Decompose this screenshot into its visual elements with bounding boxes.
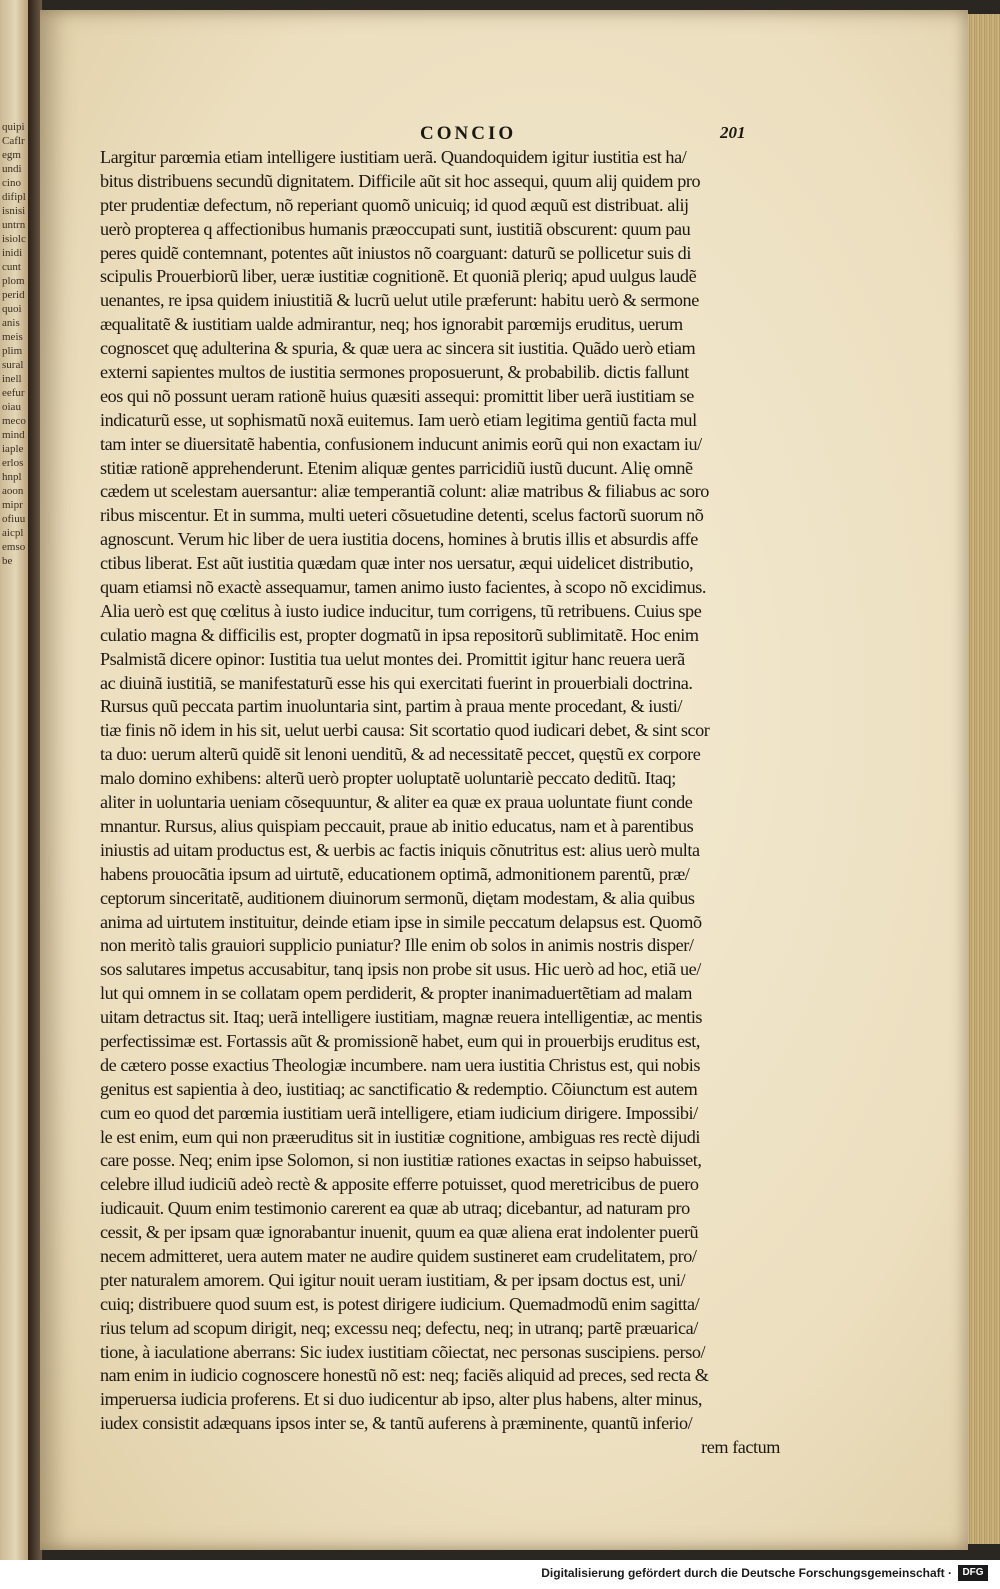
text-line: quam etiamsi nõ exactè assequamur, tamen animo iusto facientes, à scopo nõ excidimus. xyxy=(100,577,706,598)
text-line: perfectissimæ est. Fortassis aũt & promissionẽ habet, eum qui in prouerbijs eruditus est, xyxy=(100,1030,700,1051)
text-line: pter naturalem amorem. Qui igitur nouit ueram iustitiam, & per ipsam doctus est, uni/ xyxy=(100,1269,686,1290)
text-line: uitam detractus sit. Itaq; uerã intelligere iustitiam, magnæ reuera intelligentiæ, ac mentis xyxy=(100,1007,703,1028)
text-line: iudex consistit adæquans ipsos inter se, & tantũ auferens à præminente, quantũ inferio/ xyxy=(100,1413,693,1434)
text-line: ctibus liberat. Est aũt iustitia quædam quæ inter nos uersatur, æqui uidelicet distributio, xyxy=(100,553,694,574)
text-line: lut qui omnem in se collatam opem perdiderit, & propter inanimaduertẽtiam ad malam xyxy=(100,983,692,1004)
running-head xyxy=(40,123,968,145)
text-line: necem admitteret, uera autem mater ne audire quidem sustineret eam crudelitatem, pro/ xyxy=(100,1245,697,1266)
text-line: bitus distribuens secundũ dignitatem. Difficile aũt sit hoc assequi, quum alij quidem pro xyxy=(100,170,701,191)
text-line: malo domino exhibens: alterũ uerò propter uoluptatẽ uoluntariè peccato deditũ. Itaq; xyxy=(100,768,676,789)
text-line: Rursus quũ peccata partim inuoluntaria sint, partim à praua mente procedant, & iusti/ xyxy=(100,696,682,717)
text-line: imperuersa iudicia proferens. Et si duo iudicentur ab ipso, alter plus habens, alter minus, xyxy=(100,1389,703,1410)
running-head-title: CONCIO xyxy=(420,123,517,144)
text-line: anima ad uirtutem instituitur, deinde etiam ipse in simile peccatum delapsus est. Quomõ xyxy=(100,911,702,932)
text-line: iudicauit. Quum enim testimonio carerent ea quæ ab utraq; dicebantur, ad naturam pro xyxy=(100,1198,690,1219)
text-line: Largitur parœmia etiam intelligere iustitiam uerã. Quandoquidem igitur iustitia est ha/ xyxy=(100,147,687,167)
text-line: tiæ finis nõ idem in his sit, uelut uerbi causa: Sit scortatio quod iudicari debet, & sint scor xyxy=(100,720,710,741)
book-page xyxy=(40,10,968,1550)
text-line: ac diuinã iustitiã, se manifestaturũ esse his qui exercitati fuerint in prouerbiali doctrina. xyxy=(100,672,693,693)
text-line: cum eo quod det parœmia iustitiam uerã intelligere, etiam iudicium dirigere. Impossibi/ xyxy=(100,1102,698,1123)
dfg-logo: DFG xyxy=(958,1565,988,1581)
text-line: æqualitatẽ & iustitiam ualde admirantur, neq; hos ignorabit parœmijs eruditus, uerum xyxy=(100,314,683,335)
text-line: cædem ut scelestam auersantur: aliæ temperantiã colunt: aliæ matribus & filiabus ac soro xyxy=(100,481,709,502)
text-line: iniustis ad uitam productus est, & uerbis ac factis iniquis cõnutritus est: alius uerò multa xyxy=(100,839,700,860)
text-line: genitus est sapientia à deo, iustitiaq; ac sanctificatio & redemptio. Cõiunctum est autem xyxy=(100,1078,698,1099)
text-line: de cætero posse exactius Theologiæ incumbere. nam uera iustitia Christus est, qui nobis xyxy=(100,1054,700,1075)
text-line: scipulis Prouerbiorũ liber, ueræ iustitiæ cognitionẽ. Et quoniã pleriq; apud uulgus laudẽ xyxy=(100,266,697,287)
text-line: mnantur. Rursus, alius quispiam peccauit, praue ab initio educatus, nam et à parentibus xyxy=(100,815,694,836)
text-line: peres quidẽ contemnant, potentes aũt iniustos nõ coarguant: daturũ se pollicetur suis di xyxy=(100,242,691,263)
text-line: tam inter se diuersitatẽ habentia, confusionem inducunt animis eorũ qui non exactam iu/ xyxy=(100,433,702,454)
text-line: uerò propterea q affectionibus humanis præoccupati sunt, iustitiã obscurent: quum pau xyxy=(100,218,691,239)
text-line: agnoscunt. Verum hic liber de uera iustitia docens, homines à brutis illis et absurdis affe xyxy=(100,529,698,550)
text-line: indicaturũ esse, ut sophismatũ noxã euitemus. Iam uerò etiam legitima gentiũ facta mul xyxy=(100,409,697,430)
text-line: externi sapientes multos de iustitia sermones proposuerunt, & probabilib. dictis fallunt xyxy=(100,362,689,383)
text-line: cognoscet quę adulterina & spuria, & quæ uera ac sincera sit iustitia. Quãdo uerò etiam xyxy=(100,338,696,359)
text-line: aliter in uoluntaria ueniam cõsequuntur, & aliter ea quæ ex praua uoluntate fiunt conde xyxy=(100,792,693,813)
text-line: cuiq; distribuere quod suum est, is potest dirigere iudicium. Quemadmodũ enim sagitta/ xyxy=(100,1293,700,1314)
text-line: tione, à iaculatione aberrans: Sic iudex iustitiam cõiectat, nec personas suscipiens. perso/ xyxy=(100,1341,706,1362)
text-line: ribus miscentur. Et in summa, multi ueteri cõsuetudine detenti, scelus factorũ suorum nõ xyxy=(100,505,704,526)
text-line: pter prudentiæ defectum, nõ reperiant quomõ unicuiq; id quod æquũ est distribuat. alij xyxy=(100,194,689,215)
text-line: cessit, & per ipsam quæ ignorabantur inuenit, quum ea quæ aliena erat indolenter puerũ xyxy=(100,1222,699,1243)
text-block xyxy=(100,146,800,1460)
footer-bar xyxy=(0,1560,1000,1589)
text-line: sos salutares impetus accusabitur, tanq ipsis non probe sit usus. Hic uerò ad hoc, etiã ue/ xyxy=(100,959,701,980)
folio-number: 201 xyxy=(720,123,746,142)
funding-credit: Digitalisierung gefördert durch die Deutsche Forschungsgemeinschaft · xyxy=(541,1566,952,1580)
text-line: eos qui nõ possunt ueram rationẽ huius quæsiti assequi: promittit liber uerã iustitiam se xyxy=(100,385,694,406)
text-line: ceptorum sinceritatẽ, auditionem diuinorum sermonũ, diętam modestam, & alia quibus xyxy=(100,887,695,908)
facing-page-fragments: quipiCaflregmundicinodifiplisnisiuntrnisiolcinidicuntplomperidquoianismeisplimsuralinelleefuroiaumecomindiapleerloshnplaoonmiprofiuuaicplemsobe xyxy=(2,121,26,567)
text-line: habens prouocãtia ipsum ad uirtutẽ, educationem optimã, admonitionem parentũ, præ/ xyxy=(100,863,690,884)
text-line: uenantes, re ipsa quidem iniustitiã & lucrũ uelut utile præferunt: habitu uerò & sermone xyxy=(100,290,699,311)
text-line: Alia uerò est quę cœlitus à iusto iudice inducitur, tum corrigens, tũ retribuens. Cuius spe xyxy=(100,600,702,621)
text-line: le est enim, eum qui non præeruditus sit in iustitiæ cognitione, ambiguas res rectè dijudi xyxy=(100,1126,701,1147)
text-line: rem factum xyxy=(701,1437,780,1458)
text-line: celebre illud iudiciũ adeò rectè & apposite efferre potuisset, quod meretricibus de puero xyxy=(100,1174,699,1195)
facing-page-edge xyxy=(0,0,28,1560)
text-line: Psalmistã dicere opinor: Iustitia tua uelut montes dei. Promittit igitur hanc reuera uerã xyxy=(100,648,685,669)
text-line: care posse. Neq; enim ipse Solomon, si non iustitiæ rationes exactas in seipso habuisset, xyxy=(100,1150,702,1171)
text-line: nam enim in iudicio cognoscere honestũ nõ est: neq; faciẽs aliquid ad preces, sed recta & xyxy=(100,1365,709,1386)
text-line: culatio magna & difficilis est, propter dogmatũ in ipsa repositorũ sublimitatẽ. Hoc enim xyxy=(100,624,699,645)
text-line: ta duo: uerum alterũ quidẽ sit lenoni uenditũ, & ad necessitatẽ peccet, quęstũ ex corpore xyxy=(100,744,701,765)
text-line: non meritò talis grauiori supplicio puniatur? Ille enim ob solos in animis nostris disper/ xyxy=(100,935,694,956)
text-line: rius telum ad scopum dirigit, neq; excessu neq; defectu, neq; in utranq; partẽ præuarica/ xyxy=(100,1317,698,1338)
text-line: stitiæ rationẽ apprehenderunt. Etenim aliquæ gentes parricidiũ iustũ ducunt. Alię omnẽ xyxy=(100,457,693,478)
